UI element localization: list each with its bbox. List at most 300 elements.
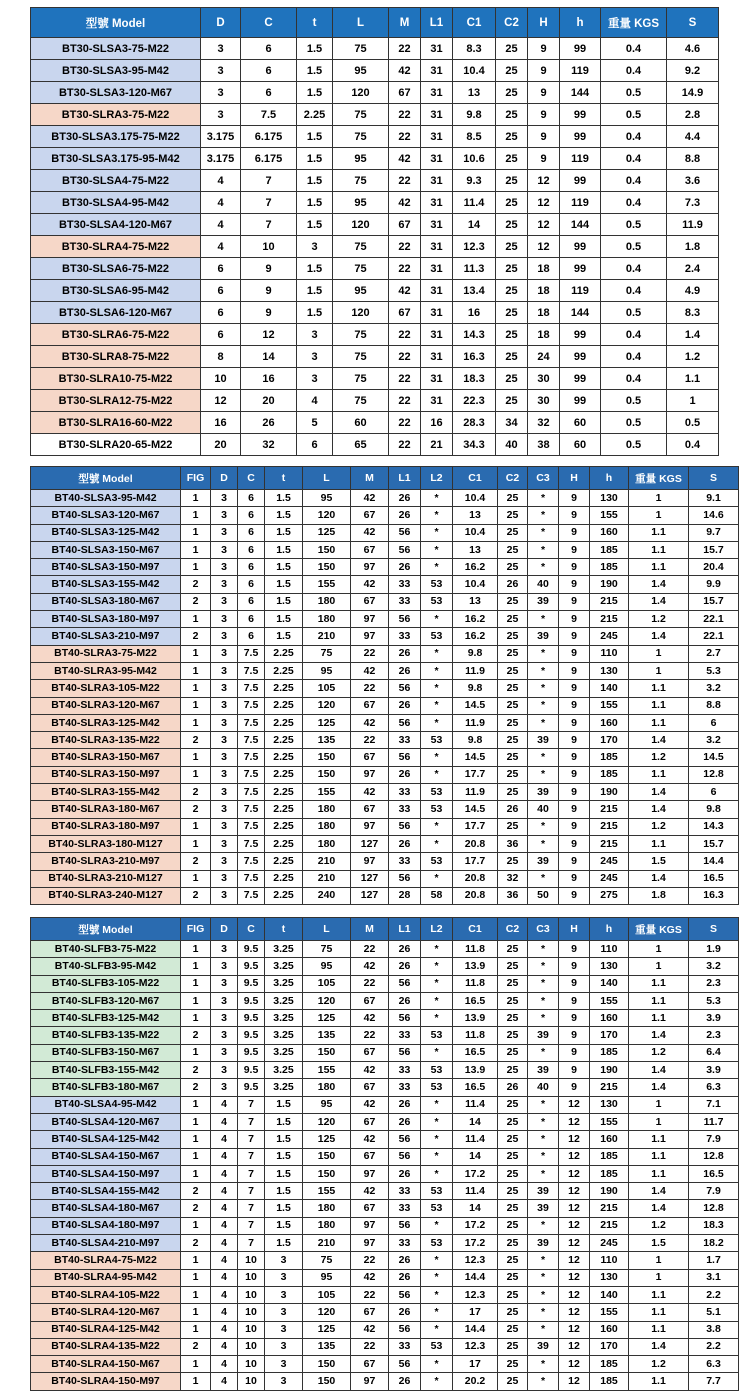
value-cell: 119 [560, 148, 601, 170]
value-cell: 3 [211, 714, 238, 731]
value-cell: 9 [559, 645, 590, 662]
value-cell: 67 [351, 1200, 389, 1217]
value-cell: 180 [303, 1200, 351, 1217]
table-row [31, 1286, 739, 1303]
value-cell: 22 [351, 975, 389, 992]
value-cell: 9.8 [453, 645, 498, 662]
model-cell: BT40-SLSA3-210-M97 [31, 628, 181, 645]
value-cell: 21 [421, 434, 453, 456]
value-cell: 1 [629, 958, 689, 975]
value-cell: 3 [211, 559, 238, 576]
value-cell: 105 [303, 680, 351, 697]
value-cell: 6.4 [689, 1044, 739, 1061]
model-cell: BT30-SLRA4-75-M22 [31, 236, 201, 258]
value-cell: 3.25 [265, 958, 303, 975]
value-cell: * [528, 680, 559, 697]
value-cell: 6.175 [241, 148, 297, 170]
value-cell: 215 [590, 818, 629, 835]
value-cell: 9.9 [689, 576, 739, 593]
value-cell: 180 [303, 1079, 351, 1096]
value-cell: 39 [528, 784, 559, 801]
value-cell: 6 [201, 280, 241, 302]
model-cell: BT40-SLFB3-105-M22 [31, 975, 181, 992]
value-cell: 13 [453, 507, 498, 524]
value-cell: 4 [201, 236, 241, 258]
value-cell: 3.1 [689, 1269, 739, 1286]
value-cell: 1.4 [629, 1200, 689, 1217]
value-cell: 6.3 [689, 1356, 739, 1373]
value-cell: 25 [498, 524, 528, 541]
value-cell: 12.3 [453, 1252, 498, 1269]
value-cell: * [528, 697, 559, 714]
value-cell: 150 [303, 766, 351, 783]
value-cell: 31 [421, 214, 453, 236]
value-cell: 15.7 [689, 593, 739, 610]
value-cell: 1.5 [265, 611, 303, 628]
value-cell: 26 [389, 992, 421, 1009]
value-cell: 1 [629, 507, 689, 524]
value-cell: 26 [389, 1113, 421, 1130]
value-cell: 99 [560, 236, 601, 258]
value-cell: 140 [590, 1286, 629, 1303]
value-cell: 0.5 [601, 412, 667, 434]
value-cell: * [421, 818, 453, 835]
value-cell: 11.4 [453, 192, 496, 214]
value-cell: 9 [559, 992, 590, 1009]
value-cell: 215 [590, 611, 629, 628]
value-cell: 185 [590, 559, 629, 576]
model-cell: BT40-SLRA3-95-M42 [31, 662, 181, 679]
value-cell: 2.25 [265, 887, 303, 904]
value-cell: 1.2 [629, 611, 689, 628]
value-cell: 1.5 [265, 1148, 303, 1165]
value-cell: 28.3 [453, 412, 496, 434]
value-cell: 9.5 [238, 941, 265, 958]
value-cell: 1.4 [629, 784, 689, 801]
value-cell: 6 [201, 324, 241, 346]
value-cell: 33 [389, 853, 421, 870]
table-row [31, 992, 739, 1009]
value-cell: 25 [496, 280, 528, 302]
value-cell: 53 [421, 1235, 453, 1252]
value-cell: * [528, 818, 559, 835]
value-cell: 22 [389, 412, 421, 434]
value-cell: * [421, 941, 453, 958]
table-row [31, 214, 719, 236]
table-row [31, 1044, 739, 1061]
column-header: H [559, 467, 590, 490]
value-cell: 6 [238, 559, 265, 576]
table-row [31, 148, 719, 170]
value-cell: 120 [333, 82, 389, 104]
value-cell: 25 [498, 1356, 528, 1373]
value-cell: 155 [590, 1304, 629, 1321]
value-cell: 0.4 [601, 368, 667, 390]
value-cell: * [528, 1321, 559, 1338]
value-cell: 9 [559, 541, 590, 558]
model-cell: BT40-SLFB3-125-M42 [31, 1010, 181, 1027]
value-cell: 42 [351, 1010, 389, 1027]
value-cell: 25 [496, 236, 528, 258]
value-cell: 7.5 [238, 680, 265, 697]
value-cell: 53 [421, 576, 453, 593]
value-cell: 33 [389, 628, 421, 645]
value-cell: 34.3 [453, 434, 496, 456]
model-cell: BT40-SLRA3-135-M22 [31, 732, 181, 749]
value-cell: 1 [181, 524, 211, 541]
value-cell: 12 [528, 236, 560, 258]
value-cell: 9 [559, 593, 590, 610]
value-cell: 15.7 [689, 835, 739, 852]
table-row [31, 766, 739, 783]
value-cell: 25 [498, 1304, 528, 1321]
value-cell: 26 [389, 835, 421, 852]
value-cell: 9 [559, 766, 590, 783]
value-cell: 8.8 [689, 697, 739, 714]
value-cell: 42 [351, 1131, 389, 1148]
table-row [31, 126, 719, 148]
value-cell: 245 [590, 1235, 629, 1252]
column-header: L [303, 467, 351, 490]
value-cell: 3 [211, 975, 238, 992]
value-cell: 75 [333, 126, 389, 148]
model-cell: BT30-SLSA3.175-95-M42 [31, 148, 201, 170]
value-cell: 9.8 [453, 732, 498, 749]
value-cell: 75 [303, 645, 351, 662]
value-cell: 7.5 [241, 104, 297, 126]
value-cell: * [421, 1269, 453, 1286]
value-cell: 12 [559, 1269, 590, 1286]
value-cell: 3 [211, 992, 238, 1009]
value-cell: 18.2 [689, 1235, 739, 1252]
value-cell: 1 [181, 1252, 211, 1269]
value-cell: 56 [389, 870, 421, 887]
value-cell: 3 [297, 346, 333, 368]
value-cell: 155 [303, 576, 351, 593]
table-row [31, 680, 739, 697]
value-cell: 9 [559, 958, 590, 975]
table-row [31, 559, 739, 576]
value-cell: 120 [303, 1304, 351, 1321]
value-cell: 56 [389, 1131, 421, 1148]
model-cell: BT40-SLRA4-135-M22 [31, 1338, 181, 1355]
value-cell: 25 [498, 1373, 528, 1390]
value-cell: 1.2 [629, 749, 689, 766]
column-header: H [559, 918, 590, 941]
value-cell: 95 [303, 1096, 351, 1113]
value-cell: 6.3 [689, 1079, 739, 1096]
value-cell: 0.4 [601, 60, 667, 82]
value-cell: 75 [333, 390, 389, 412]
value-cell: 16 [201, 412, 241, 434]
value-cell: 42 [351, 524, 389, 541]
value-cell: 1.1 [629, 559, 689, 576]
value-cell: 31 [421, 324, 453, 346]
value-cell: 7.5 [238, 801, 265, 818]
model-cell: BT40-SLSA3-125-M42 [31, 524, 181, 541]
value-cell: 1.5 [265, 559, 303, 576]
value-cell: 16.2 [453, 559, 498, 576]
value-cell: 67 [351, 1079, 389, 1096]
value-cell: 4 [211, 1338, 238, 1355]
value-cell: 2.25 [265, 853, 303, 870]
column-header: h [590, 918, 629, 941]
value-cell: 120 [333, 302, 389, 324]
value-cell: 95 [333, 192, 389, 214]
value-cell: 26 [498, 1079, 528, 1096]
value-cell: 99 [560, 346, 601, 368]
value-cell: 155 [590, 697, 629, 714]
value-cell: 31 [421, 38, 453, 60]
value-cell: 185 [590, 1356, 629, 1373]
value-cell: 160 [590, 1010, 629, 1027]
value-cell: 14.4 [689, 853, 739, 870]
value-cell: 1.5 [297, 82, 333, 104]
value-cell: 1.7 [689, 1252, 739, 1269]
value-cell: 17.2 [453, 1217, 498, 1234]
value-cell: 6 [238, 524, 265, 541]
value-cell: 2.25 [297, 104, 333, 126]
value-cell: 31 [421, 236, 453, 258]
value-cell: 7.5 [238, 662, 265, 679]
value-cell: 12 [559, 1183, 590, 1200]
value-cell: 42 [389, 148, 421, 170]
value-cell: 67 [351, 1304, 389, 1321]
value-cell: 18.3 [689, 1217, 739, 1234]
value-cell: 9 [559, 975, 590, 992]
value-cell: 1.5 [265, 1113, 303, 1130]
value-cell: 22 [351, 1338, 389, 1355]
value-cell: 25 [498, 818, 528, 835]
value-cell: 53 [421, 1027, 453, 1044]
value-cell: 3 [297, 236, 333, 258]
value-cell: 125 [303, 524, 351, 541]
table-row [31, 258, 719, 280]
value-cell: 25 [498, 1165, 528, 1182]
value-cell: 25 [496, 148, 528, 170]
value-cell: 22 [351, 1027, 389, 1044]
value-cell: 11.8 [453, 941, 498, 958]
value-cell: 3 [211, 593, 238, 610]
value-cell: 155 [303, 784, 351, 801]
value-cell: 25 [498, 732, 528, 749]
value-cell: 1.4 [629, 1338, 689, 1355]
value-cell: 11.4 [453, 1131, 498, 1148]
value-cell: 16 [421, 412, 453, 434]
table-row [31, 60, 719, 82]
value-cell: 1.5 [297, 280, 333, 302]
value-cell: 14.5 [453, 801, 498, 818]
table-row [31, 628, 739, 645]
value-cell: 2 [181, 1027, 211, 1044]
value-cell: 13 [453, 593, 498, 610]
value-cell: 67 [351, 1044, 389, 1061]
value-cell: 3.2 [689, 732, 739, 749]
value-cell: 3.25 [265, 975, 303, 992]
table-row [31, 38, 719, 60]
value-cell: 26 [389, 941, 421, 958]
table-row [31, 324, 719, 346]
value-cell: 13.9 [453, 1010, 498, 1027]
value-cell: 32 [498, 870, 528, 887]
value-cell: 3 [211, 628, 238, 645]
value-cell: 9.5 [238, 1044, 265, 1061]
value-cell: 33 [389, 1338, 421, 1355]
value-cell: 26 [389, 697, 421, 714]
value-cell: 1.2 [629, 1044, 689, 1061]
value-cell: * [528, 870, 559, 887]
value-cell: 33 [389, 1235, 421, 1252]
value-cell: 16.5 [453, 1079, 498, 1096]
value-cell: 1.5 [629, 853, 689, 870]
value-cell: 99 [560, 38, 601, 60]
value-cell: 170 [590, 1338, 629, 1355]
table-row [31, 280, 719, 302]
value-cell: 17.7 [453, 853, 498, 870]
value-cell: * [421, 1286, 453, 1303]
value-cell: 3 [211, 941, 238, 958]
value-cell: 13.4 [453, 280, 496, 302]
model-cell: BT40-SLSA3-95-M42 [31, 490, 181, 507]
value-cell: 25 [496, 324, 528, 346]
value-cell: 8.3 [453, 38, 496, 60]
value-cell: 2 [181, 1200, 211, 1217]
value-cell: 1.5 [297, 302, 333, 324]
value-cell: 56 [389, 1286, 421, 1303]
value-cell: 3 [297, 324, 333, 346]
value-cell: 65 [333, 434, 389, 456]
value-cell: * [421, 1010, 453, 1027]
value-cell: 22 [389, 236, 421, 258]
value-cell: * [528, 524, 559, 541]
value-cell: 33 [389, 732, 421, 749]
value-cell: 25 [498, 766, 528, 783]
value-cell: 4 [211, 1217, 238, 1234]
value-cell: 25 [496, 346, 528, 368]
value-cell: 33 [389, 1200, 421, 1217]
value-cell: 240 [303, 887, 351, 904]
value-cell: 9.2 [667, 60, 719, 82]
value-cell: 9 [528, 82, 560, 104]
column-header: C2 [496, 8, 528, 38]
value-cell: 10.4 [453, 490, 498, 507]
column-header: L1 [389, 467, 421, 490]
value-cell: 12.3 [453, 1286, 498, 1303]
value-cell: 12.8 [689, 1148, 739, 1165]
value-cell: 2.25 [265, 680, 303, 697]
value-cell: 25 [498, 1183, 528, 1200]
value-cell: 9 [559, 818, 590, 835]
value-cell: 25 [498, 662, 528, 679]
model-cell: BT40-SLRA3-150-M97 [31, 766, 181, 783]
value-cell: 3.25 [265, 941, 303, 958]
table-row [31, 434, 719, 456]
value-cell: 97 [351, 611, 389, 628]
value-cell: 25 [498, 593, 528, 610]
value-cell: 14.4 [453, 1321, 498, 1338]
value-cell: 4 [201, 192, 241, 214]
value-cell: 12 [528, 214, 560, 236]
value-cell: 99 [560, 126, 601, 148]
value-cell: 1.5 [265, 1183, 303, 1200]
value-cell: 155 [590, 992, 629, 1009]
value-cell: 97 [351, 818, 389, 835]
value-cell: 12 [559, 1286, 590, 1303]
value-cell: 14.3 [689, 818, 739, 835]
table-row [31, 507, 739, 524]
value-cell: 1 [181, 1304, 211, 1321]
value-cell: 0.5 [601, 214, 667, 236]
value-cell: 1.1 [629, 1165, 689, 1182]
value-cell: 190 [590, 784, 629, 801]
column-header: 型號 Model [31, 467, 181, 490]
value-cell: 12.8 [689, 766, 739, 783]
table-row [31, 1062, 739, 1079]
value-cell: 215 [590, 801, 629, 818]
value-cell: 185 [590, 1165, 629, 1182]
value-cell: 9 [559, 628, 590, 645]
value-cell: 53 [421, 853, 453, 870]
value-cell: 39 [528, 593, 559, 610]
value-cell: * [528, 1165, 559, 1182]
value-cell: 12.3 [453, 236, 496, 258]
value-cell: 1.5 [265, 628, 303, 645]
value-cell: 9 [559, 749, 590, 766]
value-cell: 4 [211, 1373, 238, 1390]
value-cell: 31 [421, 346, 453, 368]
value-cell: 11.9 [453, 662, 498, 679]
value-cell: 9 [559, 1027, 590, 1044]
value-cell: 1.5 [265, 1096, 303, 1113]
value-cell: 26 [498, 801, 528, 818]
value-cell: 2.25 [265, 645, 303, 662]
value-cell: 2 [181, 576, 211, 593]
table-row [31, 958, 739, 975]
value-cell: 7 [241, 170, 297, 192]
value-cell: 22 [351, 1286, 389, 1303]
value-cell: 26 [389, 507, 421, 524]
value-cell: 25 [496, 368, 528, 390]
value-cell: * [421, 490, 453, 507]
value-cell: 12.8 [689, 1200, 739, 1217]
column-header: 型號 Model [31, 8, 201, 38]
table-row [31, 1304, 739, 1321]
value-cell: 25 [496, 126, 528, 148]
value-cell: 4 [211, 1356, 238, 1373]
value-cell: 22 [351, 645, 389, 662]
table-row [31, 1217, 739, 1234]
value-cell: 170 [590, 732, 629, 749]
value-cell: 9 [559, 662, 590, 679]
model-cell: BT40-SLRA3-105-M22 [31, 680, 181, 697]
value-cell: 12 [559, 1304, 590, 1321]
value-cell: 1 [629, 1113, 689, 1130]
value-cell: 22 [389, 126, 421, 148]
value-cell: 56 [389, 541, 421, 558]
value-cell: 210 [303, 1235, 351, 1252]
value-cell: 42 [389, 192, 421, 214]
value-cell: 10 [238, 1321, 265, 1338]
column-header: M [389, 8, 421, 38]
value-cell: 20 [241, 390, 297, 412]
value-cell: 25 [496, 82, 528, 104]
value-cell: 17 [453, 1356, 498, 1373]
value-cell: 120 [303, 1113, 351, 1130]
value-cell: * [528, 1373, 559, 1390]
value-cell: 2 [181, 801, 211, 818]
value-cell: * [421, 714, 453, 731]
value-cell: * [421, 1044, 453, 1061]
